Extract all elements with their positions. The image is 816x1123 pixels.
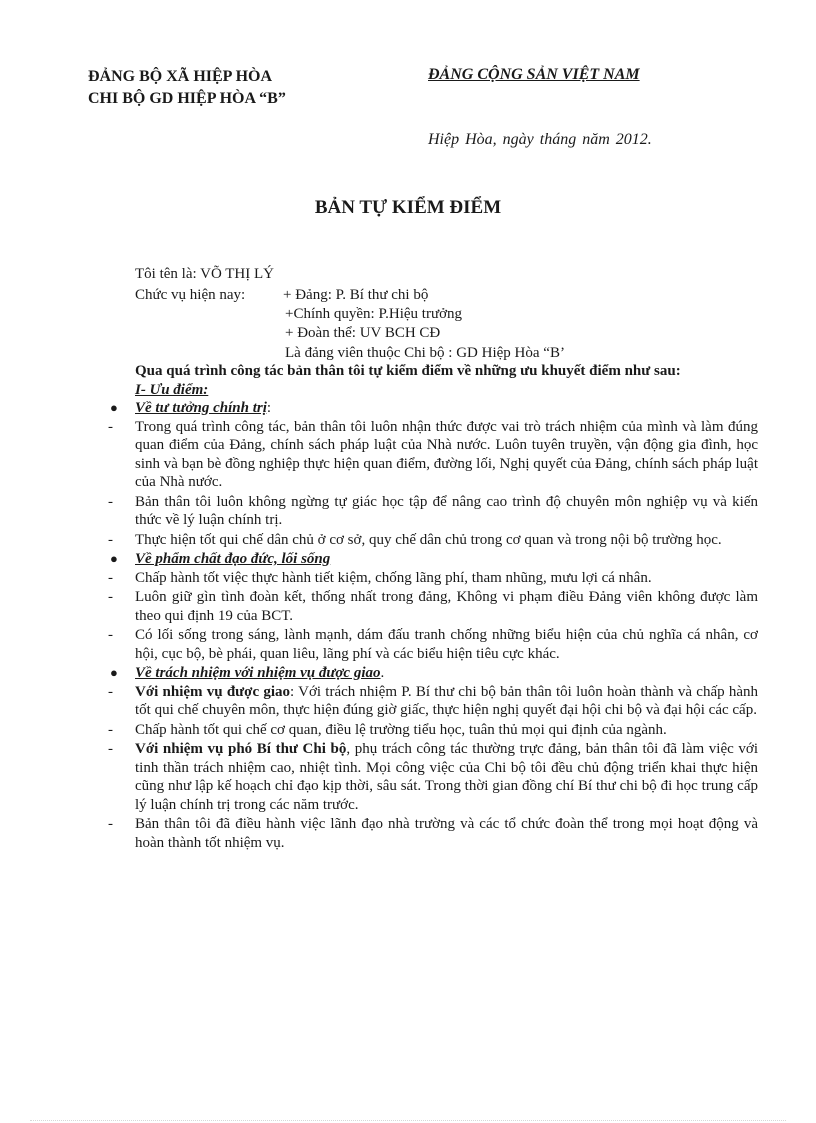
position-label: Chức vụ hiện nay: (135, 287, 246, 303)
bullet-heading (108, 664, 758, 683)
item-text: Bản thân tôi luôn không ngừng tự giác học tập để nâng cao trình độ chuyên môn nghiệp vụ và kiến thức về lý luận chính trị. (135, 493, 758, 528)
list-item (108, 493, 758, 530)
position-party: + Đảng: P. Bí thư chi bộ (283, 287, 429, 303)
bullet-icon: ● (110, 665, 118, 680)
list-item (108, 721, 758, 740)
bullet-icon: ● (110, 400, 118, 415)
document-title: BẢN TỰ KIỂM ĐIỂM (314, 197, 502, 218)
dash-mark: - (108, 569, 113, 586)
dash-mark: - (108, 531, 113, 548)
item-text: Thực hiện tốt qui chế dân chủ ở cơ sở, quy chế dân chủ trong cơ quan và trong nội bộ trường học. (135, 531, 722, 548)
dash-mark: - (108, 741, 113, 757)
dash-mark: - (108, 493, 113, 510)
dash-mark: - (108, 683, 113, 700)
list-item (108, 588, 758, 625)
list-item (108, 531, 758, 550)
item-lead: Với nhiệm vụ được giao (135, 683, 291, 700)
list-item (108, 418, 758, 492)
membership-line: Là đảng viên thuộc Chi bộ : GD Hiệp Hòa “B’ (285, 345, 565, 361)
dash-mark: - (108, 721, 113, 738)
bullet-heading (108, 550, 758, 569)
item-text: : Với trách nhiệm P. Bí thư chi bộ bản thân tôi luôn hoàn thành và chấp hành tốt qui chế chuyên môn, thực hiện đúng giờ giấc, thực hiện nghị quyết đại hội chi bộ và đại hội các cấp. (135, 683, 758, 718)
item-lead: Với nhiệm vụ phó Bí thư Chi bộ (135, 741, 347, 757)
bullet-title: Về phẩm chất đạo đức, lối sống (135, 551, 331, 567)
bullet-suffix: . (380, 665, 385, 681)
item-text: Bản thân tôi đã điều hành việc lãnh đạo nhà trường và các tổ chức đoàn thể trong mọi hoạt động và hoàn thành tốt nhiệm vụ. (135, 816, 758, 851)
bullet-suffix: : (266, 400, 272, 416)
list-item (108, 683, 758, 720)
org-line-2: CHI BỘ GD HIỆP HÒA “B” (88, 90, 286, 107)
party-header: ĐẢNG CỘNG SẢN VIỆT NAM (428, 66, 640, 83)
bullet-heading (108, 399, 758, 418)
dash-mark: - (108, 418, 113, 435)
document-body (108, 362, 758, 853)
bullet-title: Về tư tưởng chính trị (135, 400, 267, 416)
position-government: +Chính quyền: P.Hiệu trưởng (285, 306, 463, 322)
intro-paragraph: Qua quá trình công tác bản thân tôi tự kiểm điểm về những ưu khuyết điểm như sau: (135, 363, 681, 379)
item-text: Trong quá trình công tác, bản thân tôi luôn nhận thức được vai trò trách nhiệm của mình và làm đúng quan điểm của Đảng, chính sách pháp luật của Nhà nước. Luôn tuyên truyền, vận động gia đình, học sinh và bạn bè đồng nghiệp thực hiện quan điểm, đường lối, Nghị quyết của Đảng, chính sách pháp luật của Nhà nước. (135, 418, 758, 490)
item-text: , phụ trách công tác thường trực đảng, bản thân tôi đã làm việc với tinh thần trách nhiệm cao, nhiệt tình. Mọi công việc của Chi bộ tôi đều chủ động triển khai thực hiện cũng như lập kế hoạch chỉ đạo kịp thời, sâu sát. Trong thời gian đồng chí Bí thư chi bộ đi học trung cấp lý luận chính trị trong các năm trước. (135, 741, 758, 813)
name-line: Tôi tên là: VÕ THỊ LÝ (135, 266, 275, 282)
list-item (108, 815, 758, 852)
list-item (108, 569, 758, 588)
dash-mark: - (108, 627, 113, 643)
list-item (108, 626, 758, 663)
org-header (88, 66, 388, 110)
item-text: Luôn giữ gìn tình đoàn kết, thống nhất trong đảng, Không vi phạm điều Đảng viên không được làm theo qui định 19 của BCT. (135, 589, 758, 624)
merits-list (108, 399, 758, 852)
position-union: + Đoàn thể: UV BCH CĐ (285, 325, 441, 341)
bullet-icon: ● (110, 551, 118, 566)
dateline: Hiệp Hòa, ngày tháng năm 2012. (428, 131, 652, 148)
dash-mark: - (108, 816, 113, 832)
list-item (108, 740, 758, 814)
item-text: Chấp hành tốt qui chế cơ quan, điều lệ trường tiểu học, tuân thủ mọi qui định của ngành. (135, 721, 667, 738)
org-line-1: ĐẢNG BỘ XÃ HIỆP HÒA (88, 68, 273, 85)
dash-mark: - (108, 589, 113, 605)
item-text: Chấp hành tốt việc thực hành tiết kiệm, chống lãng phí, tham nhũng, mưu lợi cá nhân. (135, 569, 652, 586)
bullet-title: Về trách nhiệm với nhiệm vụ được giao (135, 665, 381, 681)
position-line (135, 286, 428, 304)
item-text: Có lối sống trong sáng, lành mạnh, dám đấu tranh chống những biểu hiện của chủ nghĩa cá nhân, cơ hội, cục bộ, bè phái, quan liêu, lãng phí và các biểu hiện tiêu cực khác. (135, 627, 758, 662)
page-footer-divider (30, 1120, 786, 1121)
section-heading: I- Ưu điểm: (135, 381, 209, 398)
